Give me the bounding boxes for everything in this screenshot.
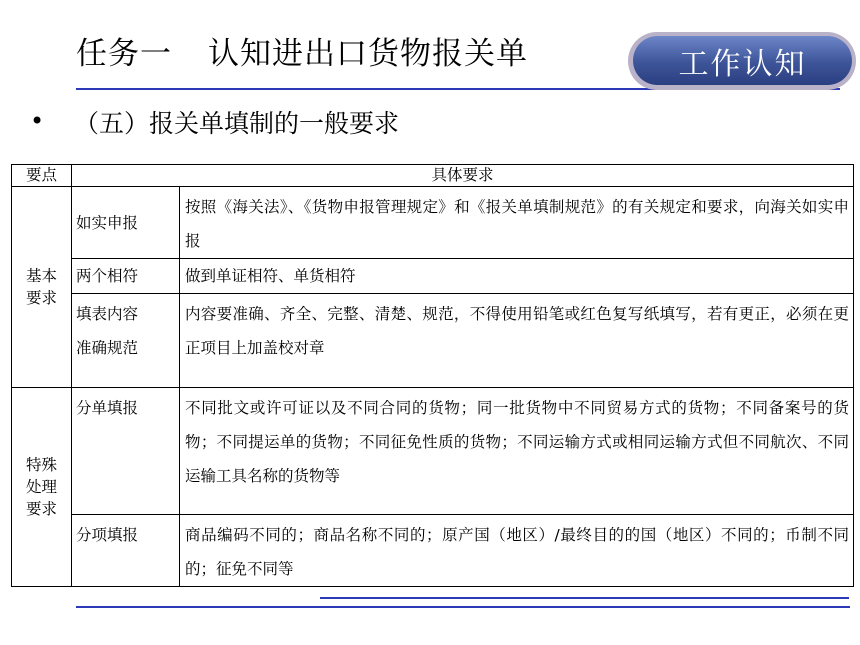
table-row [12,388,854,515]
table-row [12,187,854,259]
footer-rule-top [320,597,849,599]
detail-cell: 不同批文或许可证以及不同合同的货物；同一批货物中不同贸易方式的货物；不同备案号的货物；不同提运单的货物；不同征免性质的货物；不同运输方式或相同运输方式但不同航次、不同运输工具名称的货物等 [180,388,854,515]
item-cell: 两个相符 [72,259,180,294]
group-label-basic: 基本 要求 [12,187,72,388]
table-row [12,515,854,587]
item-cell: 如实申报 [72,187,180,259]
table-row [12,259,854,294]
detail-cell: 按照《海关法》、《货物申报管理规定》和《报关单填制规范》的有关规定和要求，向海关如实申报 [180,187,854,259]
item-cell: 填表内容 准确规范 [72,294,180,388]
detail-cell: 做到单证相符、单货相符 [180,259,854,294]
badge-label: 工作认知 [633,36,852,85]
detail-cell: 内容要准确、齐全、完整、清楚、规范，不得使用铅笔或红色复写纸填写，若有更正，必须在更正项目上加盖校对章 [180,294,854,388]
group-label-special: 特殊 处理 要求 [12,388,72,587]
table-row [12,294,854,388]
task-label: 任务一 [76,36,172,72]
header-cell-detail: 具体要求 [72,165,854,187]
section-heading: （五）报关单填制的一般要求 [74,109,400,138]
item-cell: 分项填报 [72,515,180,587]
footer-rule-bottom [76,606,850,608]
section-badge [628,32,856,90]
title-text: 认知进出口货物报关单 [208,36,528,72]
detail-cell: 商品编码不同的；商品名称不同的；原产国（地区）/最终目的的国（地区）不同的；币制不同的；征免不同等 [180,515,854,587]
header-cell-point: 要点 [12,165,72,187]
item-cell: 分单填报 [72,388,180,515]
bullet-dot: • [30,107,45,135]
table-header-row [12,165,854,187]
requirements-table [11,164,854,587]
slide-title [76,28,528,73]
